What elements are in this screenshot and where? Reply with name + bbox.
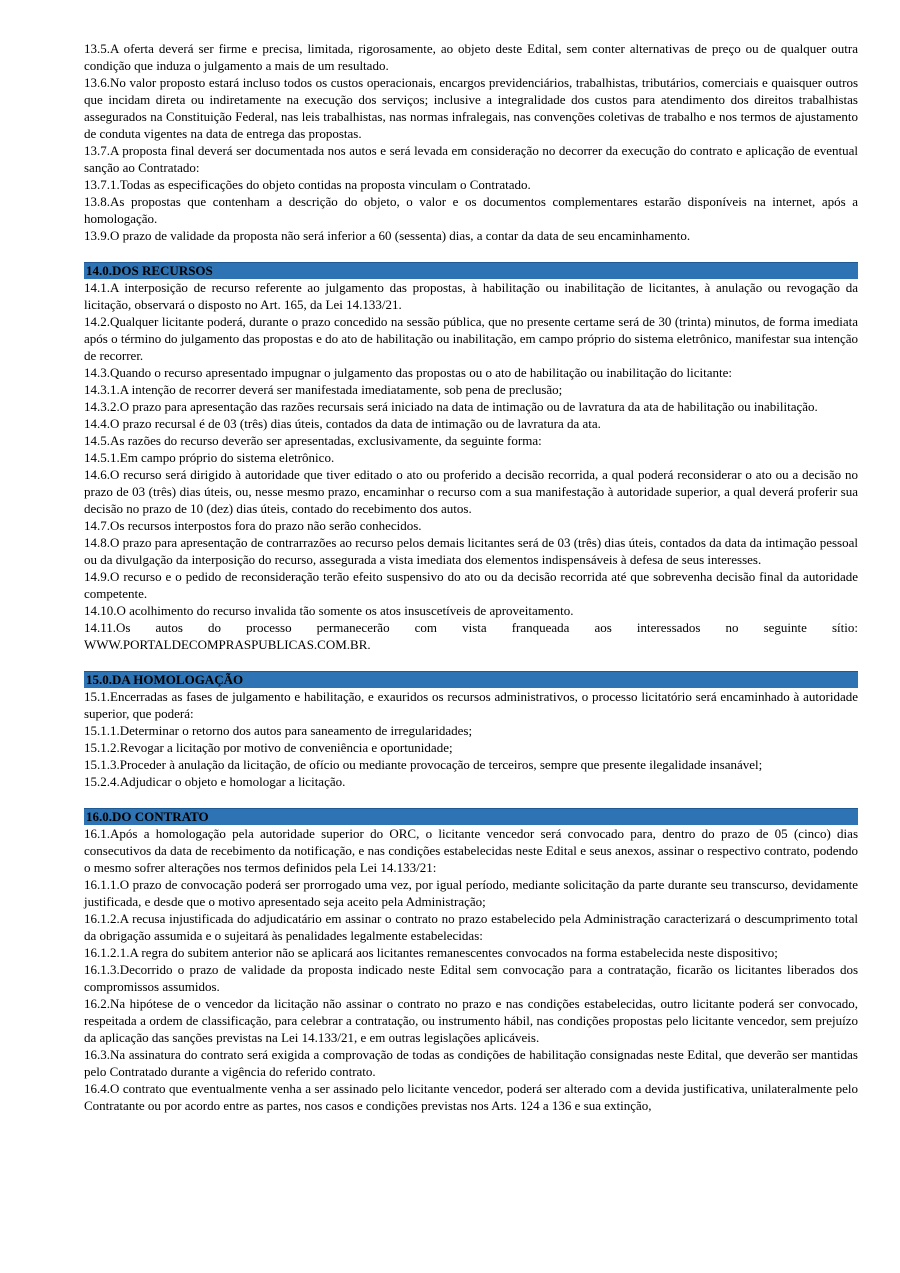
section-heading: 14.0.DOS RECURSOS	[84, 262, 858, 279]
paragraph: 14.9.O recurso e o pedido de reconsideração terão efeito suspensivo do ato ou da decisão recorrida até que sobrevenha decisão final da autoridade competente.	[84, 569, 858, 601]
paragraph: 16.4.O contrato que eventualmente venha a ser assinado pelo licitante vencedor, poderá ser alterado com a devida justificativa, unilateralmente pelo Contratante ou por acordo entre as partes, nos casos e condições previstas nos Arts. 124 a 136 e sua extinção,	[84, 1081, 858, 1113]
paragraph: 16.1.3.Decorrido o prazo de validade da proposta indicado neste Edital sem convocação para a contratação, ficarão os licitantes liberados dos compromissos assumidos.	[84, 962, 858, 994]
paragraph: 16.1.2.A recusa injustificada do adjudicatário em assinar o contrato no prazo estabelecido pela Administração caracterizará o descumprimento total da obrigação assumida e o sujeitará às penalidades legalmente estabelecidas:	[84, 911, 858, 943]
paragraph: 15.1.3.Proceder à anulação da licitação, de ofício ou mediante provocação de terceiros, sempre que presente ilegalidade insanável;	[84, 757, 763, 772]
paragraph: 16.3.Na assinatura do contrato será exigida a comprovação de todas as condições de habilitação consignadas neste Edital, que deverão ser mantidas pelo Contratado durante a vigência do referido contrato.	[84, 1047, 858, 1079]
paragraph: 13.5.A oferta deverá ser firme e precisa, limitada, rigorosamente, ao objeto deste Edital, sem conter alternativas de preço ou de qualquer outra condição que induza o julgamento a mais de um resultado.	[84, 41, 858, 73]
paragraph: 14.1.A interposição de recurso referente ao julgamento das propostas, à habilitação ou inabilitação de licitantes, à anulação ou revogação da licitação, observará o disposto no Art. 165, da Lei 14.133/21.	[84, 280, 858, 312]
paragraph: 16.2.Na hipótese de o vencedor da licitação não assinar o contrato no prazo e nas condições estabelecidas, outro licitante poderá ser convocado, respeitada a ordem de classificação, para celebrar a contratação, ou instrumento hábil, nas condições propostas pelo licitante vencedor, sem prejuízo da aplicação das sanções previstas na Lei 14.133/21, e em outras legislações aplicáveis.	[84, 996, 858, 1045]
paragraph: 14.7.Os recursos interpostos fora do prazo não serão conhecidos.	[84, 518, 422, 533]
paragraph: 15.1.2.Revogar a licitação por motivo de conveniência e oportunidade;	[84, 740, 453, 755]
paragraph: 14.3.2.O prazo para apresentação das razões recursais será iniciado na data de intimação ou de lavratura da ata de habilitação ou inabilitação.	[84, 399, 818, 414]
spacer	[84, 790, 858, 808]
paragraph: 13.8.As propostas que contenham a descrição do objeto, o valor e os documentos complementares estarão disponíveis na internet, após a homologação.	[84, 194, 858, 226]
paragraph: 14.2.Qualquer licitante poderá, durante o prazo concedido na sessão pública, que no presente certame será de 30 (trinta) minutos, de forma imediata após o término do julgamento das propostas e do ato de habilitação ou inabilitação, em campo próprio do sistema eletrônico, manifestar sua intenção de recorrer.	[84, 314, 858, 363]
section-15-homologacao	[84, 671, 858, 790]
section-13-tail	[84, 40, 858, 244]
paragraph: 14.3.1.A intenção de recorrer deverá ser manifestada imediatamente, sob pena de preclusão;	[84, 382, 563, 397]
section-heading: 16.0.DO CONTRATO	[84, 808, 858, 825]
section-14-recursos	[84, 262, 858, 653]
document-page	[84, 40, 858, 1114]
paragraph: 14.10.O acolhimento do recurso invalida tão somente os atos insuscetíveis de aproveitamento.	[84, 603, 574, 618]
paragraph: 16.1.2.1.A regra do subitem anterior não se aplicará aos licitantes remanescentes convocados na forma estabelecida neste dispositivo;	[84, 945, 778, 960]
paragraph: 14.4.O prazo recursal é de 03 (três) dias úteis, contados da data de intimação ou de lavratura da ata.	[84, 416, 601, 431]
paragraph: 14.5.As razões do recurso deverão ser apresentadas, exclusivamente, da seguinte forma:	[84, 433, 542, 448]
paragraph: 13.6.No valor proposto estará incluso todos os custos operacionais, encargos previdenciários, trabalhistas, tributários, comerciais e quaisquer outros que incidam direta ou indiretamente na execução dos serviços; inclusive a integralidade dos custos para atendimento dos direitos trabalhistas assegurados na Constituição Federal, nas leis trabalhistas, nas normas infralegais, nas convenções coletivas de trabalho e nos termos de ajustamento de conduta vigentes na data de entrega das propostas.	[84, 75, 858, 141]
paragraph: 13.9.O prazo de validade da proposta não será inferior a 60 (sessenta) dias, a contar da data de seu encaminhamento.	[84, 228, 691, 243]
paragraph: 14.3.Quando o recurso apresentado impugnar o julgamento das propostas ou o ato de habilitação ou inabilitação do licitante:	[84, 365, 733, 380]
paragraph: 15.2.4.Adjudicar o objeto e homologar a licitação.	[84, 774, 346, 789]
paragraph: 16.1.1.O prazo de convocação poderá ser prorrogado uma vez, por igual período, mediante solicitação da parte durante seu transcurso, devidamente justificada, e desde que o motivo apresentado seja aceito pela Administração;	[84, 877, 858, 909]
paragraph: 15.1.1.Determinar o retorno dos autos para saneamento de irregularidades;	[84, 723, 473, 738]
paragraph: 14.8.O prazo para apresentação de contrarrazões ao recurso pelos demais licitantes será de 03 (três) dias úteis, contados da data da intimação pessoal ou da divulgação da interposição do recurso, assegurada a vista imediata dos elementos indispensáveis à defesa de seus interesses.	[84, 535, 858, 567]
paragraph: 13.7.1.Todas as especificações do objeto contidas na proposta vinculam o Contratado.	[84, 177, 531, 192]
spacer	[84, 653, 858, 671]
paragraph: 14.11.Os autos do processo permanecerão com vista franqueada aos interessados no seguinte sítio: WWW.PORTALDECOMPRASPUBLICAS.COM.BR.	[84, 620, 858, 652]
spacer	[84, 244, 858, 262]
paragraph: 14.5.1.Em campo próprio do sistema eletrônico.	[84, 450, 335, 465]
paragraph: 15.1.Encerradas as fases de julgamento e habilitação, e exauridos os recursos administrativos, o processo licitatório será encaminhado à autoridade superior, que poderá:	[84, 689, 858, 721]
section-heading: 15.0.DA HOMOLOGAÇÃO	[84, 671, 858, 688]
paragraph: 14.6.O recurso será dirigido à autoridade que tiver editado o ato ou proferido a decisão recorrida, a qual poderá reconsiderar o ato ou a decisão no prazo de 03 (três) dias úteis, ou, nesse mesmo prazo, encaminhar o recurso com a sua manifestação à autoridade superior, a qual deverá proferir sua decisão no prazo de 10 (dez) dias úteis, contado do recebimento dos autos.	[84, 467, 858, 516]
section-16-contrato	[84, 808, 858, 1114]
paragraph: 16.1.Após a homologação pela autoridade superior do ORC, o licitante vencedor será convocado para, dentro do prazo de 05 (cinco) dias consecutivos da data de recebimento da notificação, e nas condições estabelecidas neste Edital e seus anexos, assinar o respectivo contrato, podendo o mesmo sofrer alterações nos termos definidos pela Lei 14.133/21:	[84, 826, 858, 875]
paragraph: 13.7.A proposta final deverá ser documentada nos autos e será levada em consideração no decorrer da execução do contrato e aplicação de eventual sanção ao Contratado:	[84, 143, 858, 175]
